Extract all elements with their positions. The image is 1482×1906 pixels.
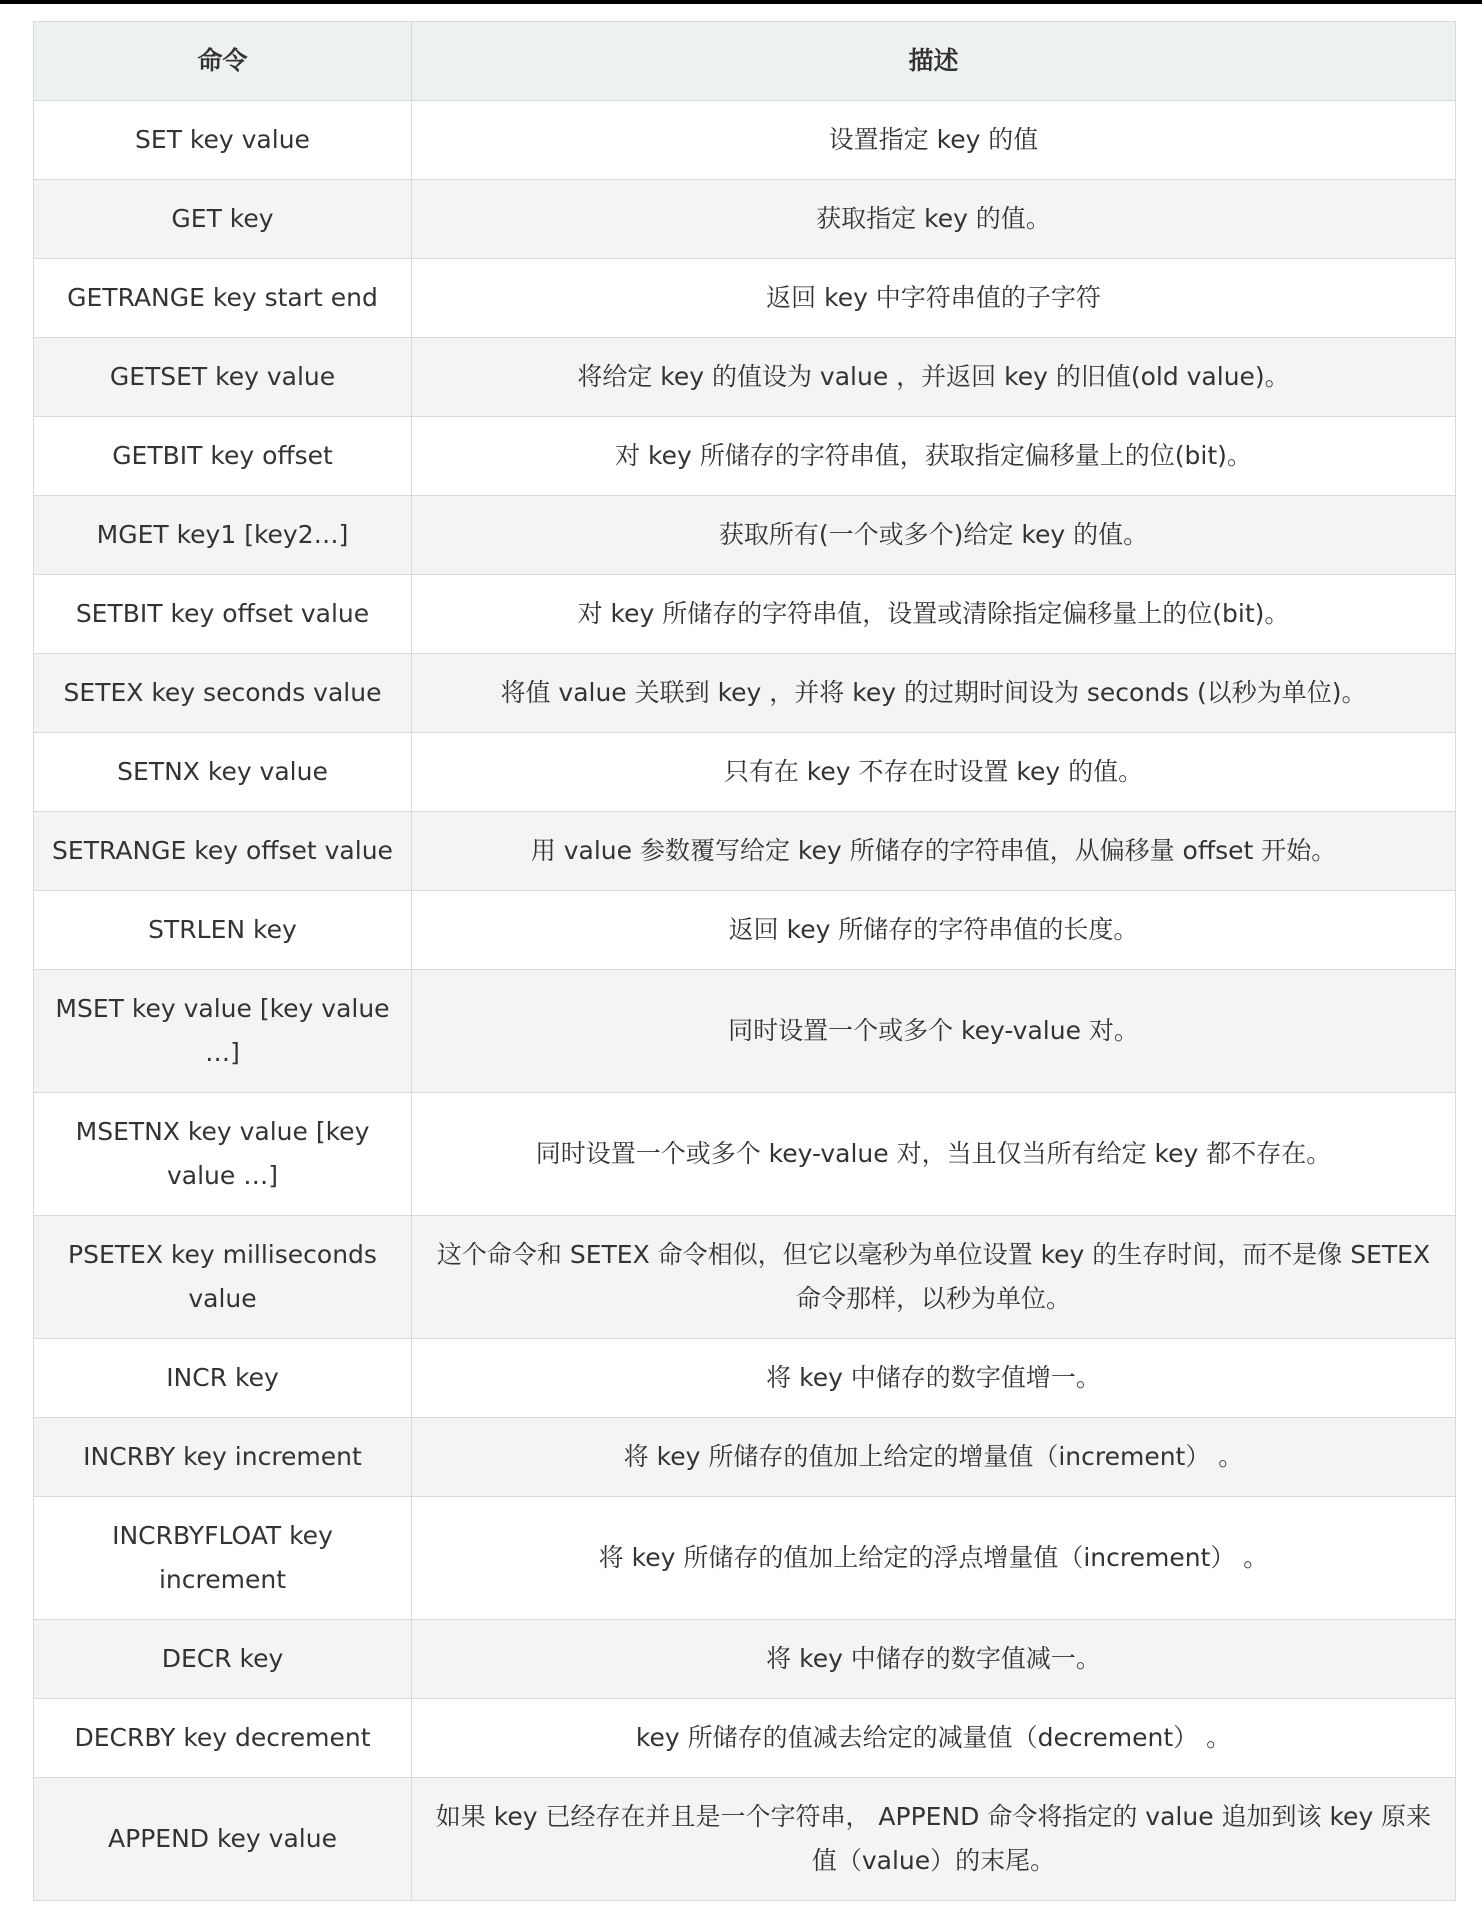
command-cell: GET key (34, 180, 412, 259)
description-cell: 同时设置一个或多个 key-value 对。 (412, 970, 1456, 1093)
command-cell: SETNX key value (34, 733, 412, 812)
description-cell: 只有在 key 不存在时设置 key 的值。 (412, 733, 1456, 812)
command-cell: SETEX key seconds value (34, 654, 412, 733)
command-cell: STRLEN key (34, 891, 412, 970)
description-cell: 对 key 所储存的字符串值，获取指定偏移量上的位(bit)。 (412, 417, 1456, 496)
table-row (34, 733, 1456, 812)
command-cell: GETSET key value (34, 338, 412, 417)
description-cell: 将 key 所储存的值加上给定的增量值（increment） 。 (412, 1418, 1456, 1497)
description-cell: 对 key 所储存的字符串值，设置或清除指定偏移量上的位(bit)。 (412, 575, 1456, 654)
description-cell: 这个命令和 SETEX 命令相似，但它以毫秒为单位设置 key 的生存时间，而不是像 SETEX 命令那样，以秒为单位。 (412, 1216, 1456, 1339)
command-cell: MGET key1 [key2…] (34, 496, 412, 575)
description-cell: 设置指定 key 的值 (412, 101, 1456, 180)
table-row (34, 1093, 1456, 1216)
description-cell: 将 key 所储存的值加上给定的浮点增量值（increment） 。 (412, 1497, 1456, 1620)
command-cell: PSETEX key milliseconds value (34, 1216, 412, 1339)
description-cell: 获取指定 key 的值。 (412, 180, 1456, 259)
table-row (34, 1620, 1456, 1699)
table-row (34, 1339, 1456, 1418)
description-cell: key 所储存的值减去给定的减量值（decrement） 。 (412, 1699, 1456, 1778)
command-cell: APPEND key value (34, 1778, 412, 1901)
description-cell: 将 key 中储存的数字值增一。 (412, 1339, 1456, 1418)
table-header-row (34, 22, 1456, 101)
table-row (34, 1497, 1456, 1620)
table-row (34, 575, 1456, 654)
table-row (34, 496, 1456, 575)
command-cell: DECRBY key decrement (34, 1699, 412, 1778)
header-description: 描述 (412, 22, 1456, 101)
table-row (34, 1699, 1456, 1778)
table-row (34, 812, 1456, 891)
command-cell: GETRANGE key start end (34, 259, 412, 338)
command-cell: INCRBY key increment (34, 1418, 412, 1497)
command-cell: SETRANGE key offset value (34, 812, 412, 891)
description-cell: 返回 key 所储存的字符串值的长度。 (412, 891, 1456, 970)
table-row (34, 970, 1456, 1093)
description-cell: 将 key 中储存的数字值减一。 (412, 1620, 1456, 1699)
command-cell: DECR key (34, 1620, 412, 1699)
description-cell: 获取所有(一个或多个)给定 key 的值。 (412, 496, 1456, 575)
table-row (34, 891, 1456, 970)
command-cell: MSET key value [key value …] (34, 970, 412, 1093)
table-row (34, 338, 1456, 417)
description-cell: 返回 key 中字符串值的子字符 (412, 259, 1456, 338)
command-cell: MSETNX key value [key value …] (34, 1093, 412, 1216)
table-row (34, 654, 1456, 733)
description-cell: 如果 key 已经存在并且是一个字符串， APPEND 命令将指定的 value 追加到该 key 原来值（value）的末尾。 (412, 1778, 1456, 1901)
command-cell: SET key value (34, 101, 412, 180)
redis-string-commands-table (33, 21, 1456, 1901)
header-command: 命令 (34, 22, 412, 101)
table-row (34, 1418, 1456, 1497)
command-cell: INCRBYFLOAT key increment (34, 1497, 412, 1620)
table-row (34, 259, 1456, 338)
table-row (34, 180, 1456, 259)
table-row (34, 417, 1456, 496)
command-cell: SETBIT key offset value (34, 575, 412, 654)
description-cell: 将给定 key 的值设为 value ，并返回 key 的旧值(old value)。 (412, 338, 1456, 417)
redis-string-commands-table-container (33, 21, 1455, 1901)
description-cell: 将值 value 关联到 key ，并将 key 的过期时间设为 seconds (以秒为单位)。 (412, 654, 1456, 733)
command-cell: GETBIT key offset (34, 417, 412, 496)
table-row (34, 1216, 1456, 1339)
description-cell: 用 value 参数覆写给定 key 所储存的字符串值，从偏移量 offset 开始。 (412, 812, 1456, 891)
table-row (34, 101, 1456, 180)
table-row (34, 1778, 1456, 1901)
command-cell: INCR key (34, 1339, 412, 1418)
description-cell: 同时设置一个或多个 key-value 对，当且仅当所有给定 key 都不存在。 (412, 1093, 1456, 1216)
top-border (0, 0, 1482, 4)
